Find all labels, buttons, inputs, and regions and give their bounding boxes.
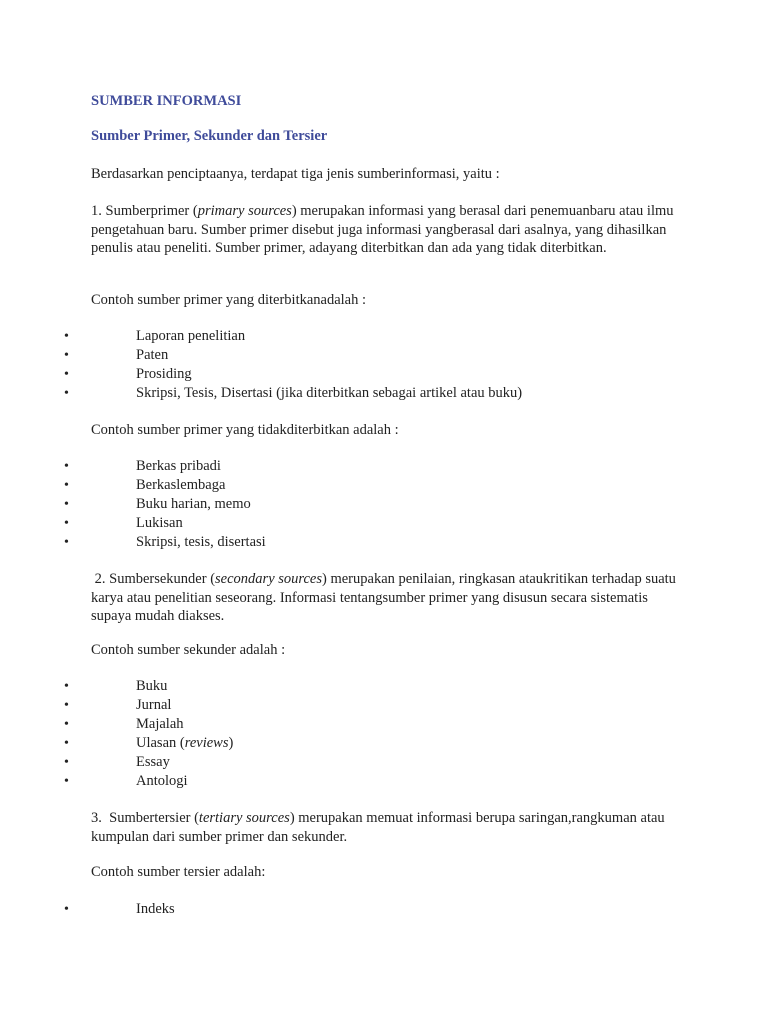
- list-item: [0, 533, 266, 552]
- list-item-label: Berkaslembaga: [136, 477, 226, 493]
- reviews-term: reviews: [184, 735, 229, 751]
- list-item-label: Buku harian, memo: [136, 496, 251, 512]
- bullet-icon: •: [64, 459, 69, 474]
- list-item: [0, 772, 233, 791]
- list-item-label: Buku: [136, 678, 168, 694]
- bullet-icon: •: [64, 698, 69, 713]
- bullet-icon: •: [64, 535, 69, 550]
- list-item: [0, 715, 233, 734]
- secondary-sources-paragraph: [91, 570, 681, 626]
- list-item-label: Lukisan: [136, 515, 183, 531]
- primary-lead: 1. Sumberprimer (: [91, 203, 198, 219]
- list-item-label: Indeks: [136, 901, 175, 917]
- list-item-label: Paten: [136, 347, 169, 363]
- primary-unpublished-intro: Contoh sumber primer yang tidakditerbitkan adalah :: [91, 422, 399, 438]
- bullet-icon: •: [64, 367, 69, 382]
- bullet-icon: •: [64, 755, 69, 770]
- bullet-icon: •: [64, 516, 69, 531]
- list-item-label: Laporan penelitian: [136, 328, 246, 344]
- list-item: [0, 327, 522, 346]
- list-item-label: Essay: [136, 754, 170, 770]
- secondary-examples-intro: Contoh sumber sekunder adalah :: [91, 642, 286, 658]
- list-item: [0, 457, 266, 476]
- primary-term: primary sources: [197, 203, 292, 219]
- primary-body: ) merupakan informasi yang berasal dari penemuanbaru atau ilmu pengetahuan baru. Sumber primer disebut juga informasi yangberasal dari asalnya, yang dihasilkan penulis atau peneliti. Sumber primer, adayang diterbitkan dan ada yang tidak diterbitkan.: [91, 203, 674, 256]
- bullet-icon: •: [64, 497, 69, 512]
- list-item-label: Jurnal: [136, 697, 172, 713]
- intro-paragraph: Berdasarkan penciptaanya, terdapat tiga jenis sumberinformasi, yaitu :: [91, 166, 500, 182]
- list-item: [0, 514, 266, 533]
- bullet-icon: •: [64, 717, 69, 732]
- primary-unpublished-list: [0, 457, 266, 552]
- bullet-icon: •: [64, 902, 69, 917]
- secondary-term: secondary sources: [215, 571, 323, 587]
- document-subtitle: Sumber Primer, Sekunder dan Tersier: [91, 128, 328, 144]
- bullet-icon: •: [64, 679, 69, 694]
- list-item-label: Berkas pribadi: [136, 458, 221, 474]
- tertiary-list: [0, 900, 175, 919]
- bullet-icon: •: [64, 774, 69, 789]
- list-item: [0, 384, 522, 403]
- list-item: [0, 900, 175, 919]
- list-item: [0, 696, 233, 715]
- reviews-close: ): [228, 735, 234, 751]
- list-item: [0, 346, 522, 365]
- list-item-label: Ulasan (: [136, 735, 185, 751]
- primary-published-intro: Contoh sumber primer yang diterbitkanadalah :: [91, 292, 367, 308]
- bullet-icon: •: [64, 386, 69, 401]
- list-item-label: Skripsi, Tesis, Disertasi (jika diterbitkan sebagai artikel atau buku): [136, 385, 523, 401]
- secondary-list: [0, 677, 233, 791]
- list-item-label: Skripsi, tesis, disertasi: [136, 534, 266, 550]
- primary-published-list: [0, 327, 522, 403]
- tertiary-examples-intro: Contoh sumber tersier adalah:: [91, 864, 266, 880]
- bullet-icon: •: [64, 329, 69, 344]
- list-item: [0, 677, 233, 696]
- bullet-icon: •: [64, 348, 69, 363]
- tertiary-body: ) merupakan memuat informasi berupa saringan,rangkuman atau kumpulan dari sumber primer dan sekunder.: [91, 810, 665, 845]
- list-item-label: Prosiding: [136, 366, 192, 382]
- list-item-label: Majalah: [136, 716, 184, 732]
- list-item: [0, 495, 266, 514]
- list-item-label: Antologi: [136, 773, 188, 789]
- document-title: SUMBER INFORMASI: [91, 93, 242, 109]
- primary-sources-paragraph: [91, 202, 681, 258]
- tertiary-sources-paragraph: [91, 809, 681, 846]
- secondary-lead: 2. Sumbersekunder (: [91, 571, 216, 587]
- list-item: [0, 753, 233, 772]
- secondary-body: ) merupakan penilaian, ringkasan ataukritikan terhadap suatu karya atau penelitian seseorang. Informasi tentangsumber primer yang disusun secara sistematis supaya mudah diakses.: [91, 571, 676, 624]
- list-item: [0, 476, 266, 495]
- list-item: [0, 734, 233, 753]
- tertiary-term: tertiary sources: [198, 810, 290, 826]
- tertiary-lead: 3. Sumbertersier (: [91, 810, 199, 826]
- list-item: [0, 365, 522, 384]
- bullet-icon: •: [64, 736, 69, 751]
- bullet-icon: •: [64, 478, 69, 493]
